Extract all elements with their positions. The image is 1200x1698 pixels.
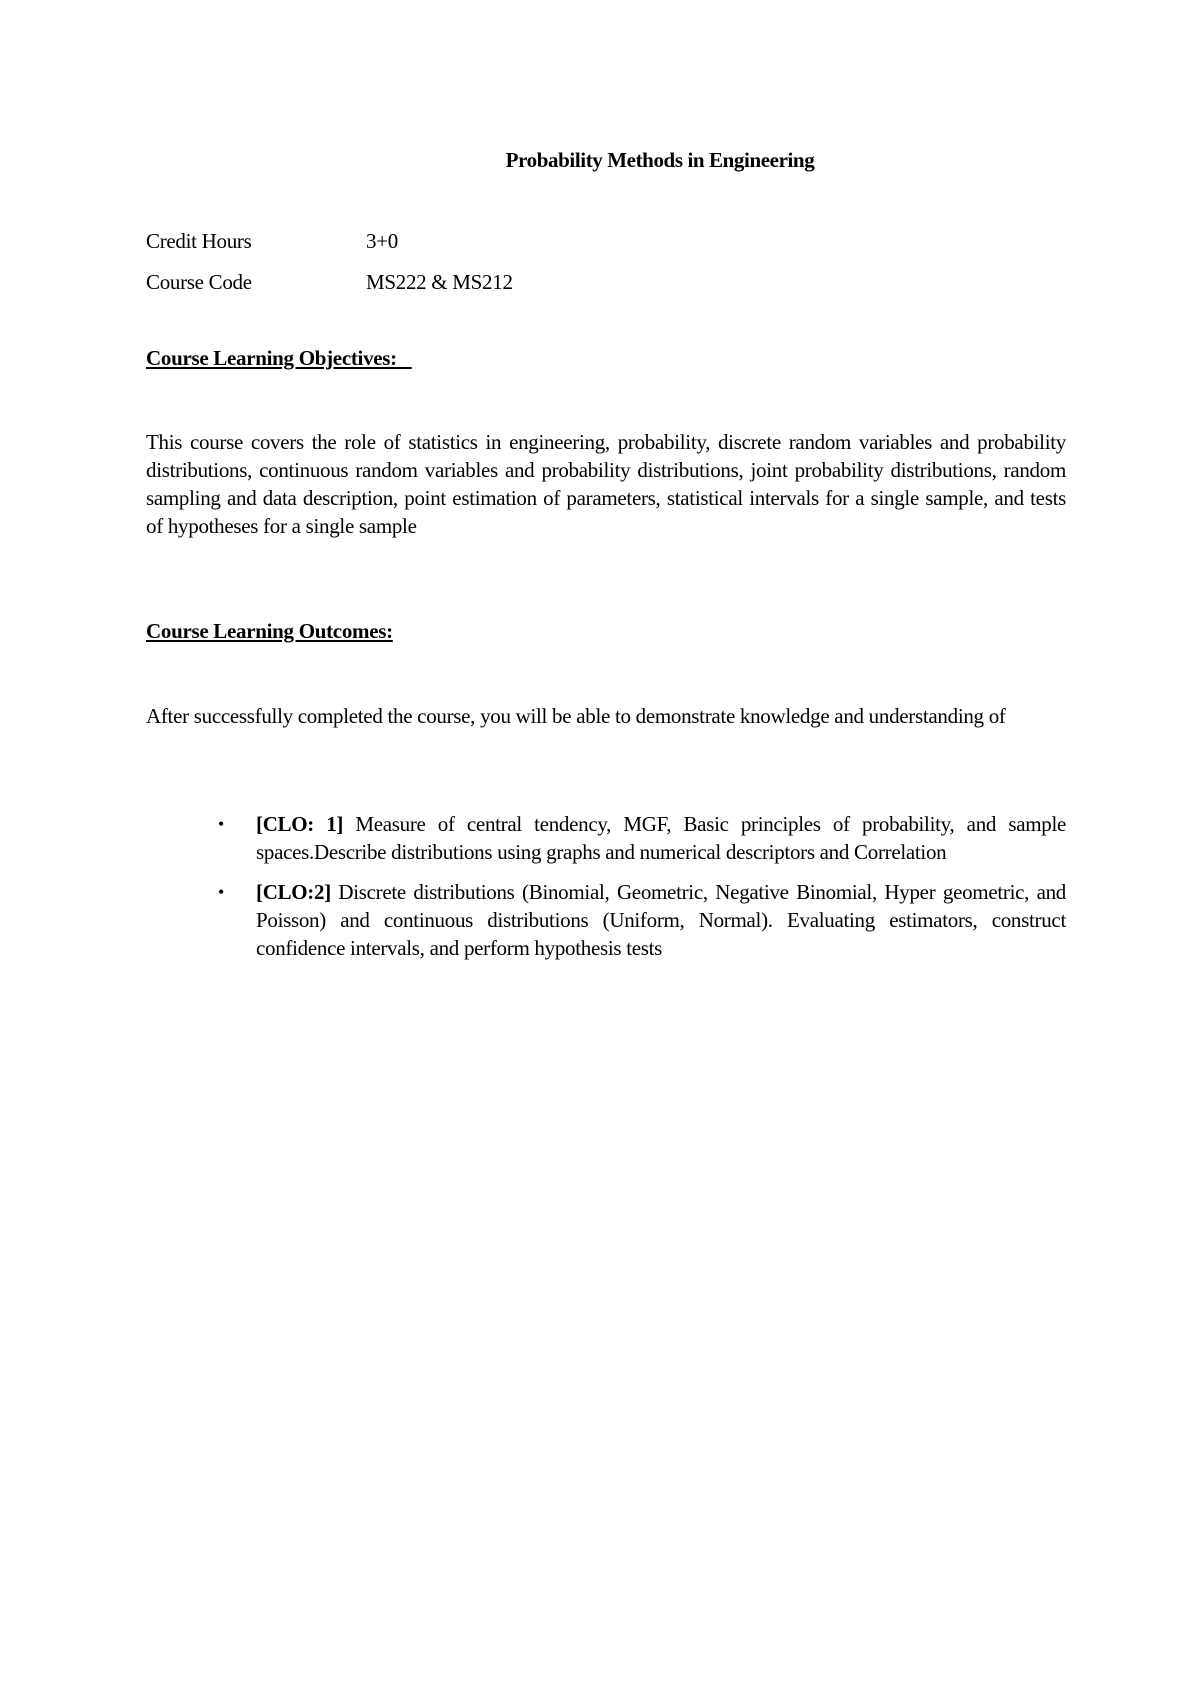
bullet-icon: • [218,882,225,902]
clo-item-2 [146,878,1066,962]
credit-hours-value: 3+0 [366,229,398,253]
clo-tag-2: [CLO:2] [256,880,331,904]
course-code-row [146,269,513,295]
outcomes-heading: Course Learning Outcomes: [146,619,393,643]
course-code-value: MS222 & MS212 [366,270,513,294]
objectives-paragraph: This course covers the role of statistics in engineering, probability, discrete random variables and probability distributions, continuous random variables and probability distributions, joint probability distributions, random sampling and data description, point estimation of parameters, statistical intervals for a single sample, and tests of hypotheses for a single sample [146,430,1066,538]
course-code-label: Course Code [146,270,252,294]
bullet-icon: • [218,814,225,834]
clo-text-2: Discrete distributions (Binomial, Geometric, Negative Binomial, Hyper geometric, and Poisson) and continuous distributions (Uniform, Normal). Evaluating estimators, construct confidence intervals, and perform hypothesis tests [256,880,1066,960]
clo-list [146,810,1066,974]
clo-item-1 [146,810,1066,866]
objectives-heading: Course Learning Objectives: [146,346,412,370]
clo-tag-1: [CLO: 1] [256,812,344,836]
document-title: Probability Methods in Engineering [505,148,815,172]
outcomes-intro-paragraph: After successfully completed the course, you will be able to demonstrate knowledge and understanding of [146,704,1006,728]
clo-text-1: Measure of central tendency, MGF, Basic principles of probability, and sample spaces.Describe distributions using graphs and numerical descriptors and Correlation [256,812,1066,864]
credit-hours-row [146,228,398,254]
credit-hours-label: Credit Hours [146,229,252,253]
